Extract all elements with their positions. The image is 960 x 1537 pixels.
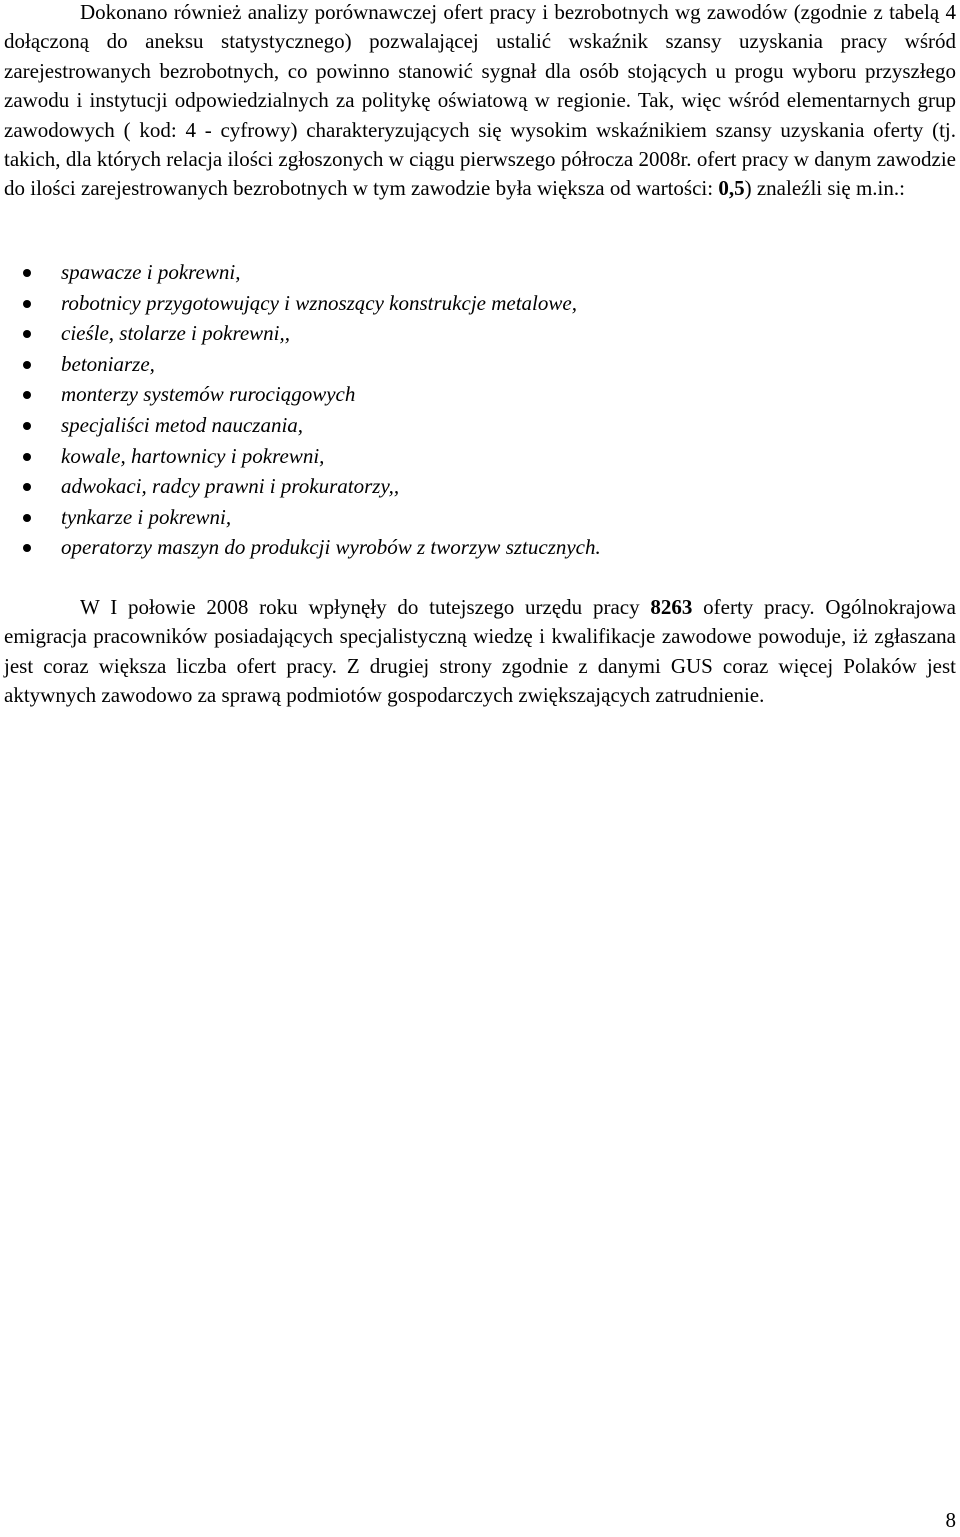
list-item	[0, 349, 952, 380]
list-item-text: robotnicy przygotowujący i wznoszący konstrukcje metalowe,	[61, 290, 577, 315]
bullet-icon	[23, 422, 31, 430]
list-item-text: cieśle, stolarze i pokrewni,,	[61, 321, 291, 346]
list-item	[0, 441, 952, 472]
list-item	[0, 502, 952, 533]
occupation-list	[0, 257, 952, 563]
list-item-text: adwokaci, radcy prawni i prokuratorzy,,	[61, 474, 400, 499]
offer-count: 8263	[650, 595, 693, 619]
page-number: 8	[945, 1508, 956, 1532]
bullet-icon	[23, 514, 31, 522]
offers-text-part2: oferty pracy. Ogólnokrajowa emigracja pracowników posiadających specjalistyczną wiedzę i kwalifikacje zawodowe powoduje, iż zgłaszana jest coraz większa liczba ofert pracy. Z drugiej strony zgodnie z danymi GUS coraz więcej Polaków jest aktywnych zawodowo za sprawą podmiotów gospodarczych zwiększających zatrudnienie.	[4, 595, 956, 708]
list-item-text: monterzy systemów rurociągowych	[61, 382, 356, 407]
list-item-text: spawacze i pokrewni,	[61, 260, 241, 284]
list-item	[0, 318, 952, 349]
list-item-text: operatorzy maszyn do produkcji wyrobów z tworzyw sztucznych.	[61, 535, 601, 560]
bullet-icon	[23, 483, 31, 491]
list-item-text: betoniarze,	[61, 351, 155, 376]
list-item	[0, 410, 952, 441]
intro-text-part2: ) znaleźli się m.in.:	[744, 176, 905, 201]
offers-text-part1: W I połowie 2008 roku wpłynęły do tutejszego urzędu pracy	[80, 595, 651, 619]
list-item	[0, 532, 952, 563]
threshold-value: 0,5	[718, 176, 745, 201]
list-item	[0, 471, 952, 502]
list-item	[0, 379, 952, 410]
list-item	[0, 288, 952, 319]
bullet-icon	[23, 330, 31, 338]
intro-text-part1: Dokonano również analizy porównawczej ofert pracy i bezrobotnych wg zawodów (zgodnie z tabelą 4 dołączoną do aneksu statystycznego) pozwalającej ustalić wskaźnik szansy uzyskania pracy wśród zarejestrowanych bezrobotnych, co powinno stanowić sygnał dla osób stojących u progu wyboru przyszłego zawodu i instytucji odpowiedzialnych za politykę oświatową w regionie. Tak, więc wśród elementarnych grup zawodowych ( kod: 4 - cyfrowy) charakteryzujących się wysokim wskaźnikiem szansy uzyskania oferty (tj. takich, dla których relacja ilości zgłoszonych w ciągu pierwszego półrocza 2008r. ofert pracy w danym zawodzie do ilości zarejestrowanych bezrobotnych w tym zawodzie była większa od wartości:	[4, 0, 956, 201]
offers-paragraph	[4, 593, 956, 711]
bullet-icon	[23, 544, 31, 552]
bullet-icon	[23, 269, 31, 277]
list-item-text: kowale, hartownicy i pokrewni,	[61, 443, 325, 468]
list-item-text: tynkarze i pokrewni,	[61, 504, 232, 529]
bullet-icon	[23, 361, 31, 369]
intro-paragraph	[4, 0, 956, 204]
bullet-icon	[23, 453, 31, 461]
bullet-icon	[23, 391, 31, 399]
list-item-text: specjaliści metod nauczania,	[61, 412, 304, 437]
list-item	[0, 257, 952, 288]
bullet-icon	[23, 300, 31, 308]
